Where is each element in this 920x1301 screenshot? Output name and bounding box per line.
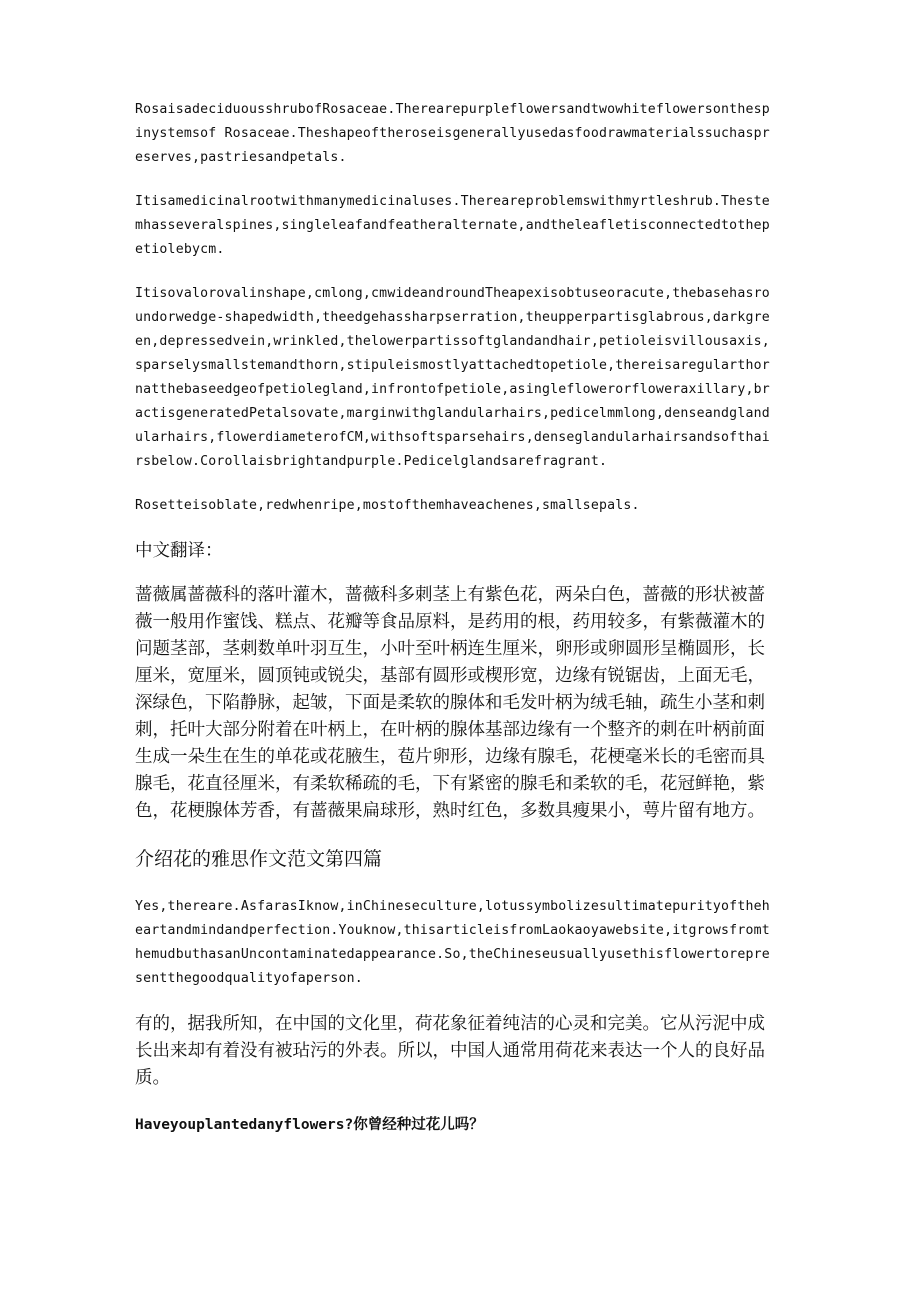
document-page [135,98,775,1138]
medicinal-paragraph: Itisamedicinalrootwithmanymedicinaluses.Thereareproblemswithmyrtleshrub.Thestemhasseveralspines,singleleafandfeatheralternate,andtheleafletisconnectedtothepetiolebycm. [135,194,770,257]
rosette-paragraph: Rosetteisoblate,redwhenripe,mostofthemhaveachenes,smallsepals. [135,498,640,513]
translation-label: 中文翻译： [135,541,223,561]
section-heading: 介绍花的雅思作文范文第四篇 [135,848,383,870]
rose-description-paragraph: RosaisadeciduousshrubofRosaceae.Therearepurpleflowersandtwowhiteflowersonthespinystemsof Rosaceae.Theshapeoftheroseisgenerallyusedasfoodrawmaterialssuchaspreserves,pastriesandpetals. [135,102,770,165]
translation-paragraph: 蔷薇属蔷薇科的落叶灌木，蔷薇科多刺茎上有紫色花，两朵白色，蔷薇的形状被蔷薇一般用作蜜饯、糕点、花瓣等食品原料，是药用的根，药用较多，有紫薇灌木的问题茎部，茎刺数单叶羽互生，小叶至叶柄连生厘米，卵形或卵圆形呈椭圆形，长厘米，宽厘米，圆顶钝或锐尖，基部有圆形或楔形宽，边缘有锐锯齿，上面无毛，深绿色，下陷静脉，起皱，下面是柔软的腺体和毛发叶柄为绒毛轴，疏生小茎和刺刺，托叶大部分附着在叶柄上，在叶柄的腺体基部边缘有一个整齐的刺在叶柄前面生成一朵生在生的单花或花腋生，苞片卵形，边缘有腺毛，花梗毫米长的毛密而具腺毛，花直径厘米，有柔软稀疏的毛，下有紧密的腺毛和柔软的毛，花冠鲜艳，紫色，花梗腺体芳香，有蔷薇果扁球形，熟时红色，多数具瘦果小，萼片留有地方。 [135,585,765,821]
lotus-english-paragraph: Yes,thereare.AsfarasIknow,inChineseculture,lotussymbolizesultimatepurityoftheheartandmindandperfection.Youknow,thisarticleisfromLaokaoyawebsite,itgrowsfromthemudbuthasanUncontaminatedappearance.So,theChineseusuallyusethisflowertorepresentthegoodqualityofaperson. [135,899,770,986]
lotus-chinese-paragraph: 有的，据我所知，在中国的文化里，荷花象征着纯洁的心灵和完美。它从污泥中成长出来却有着没有被玷污的外表。所以，中国人通常用荷花来表达一个人的良好品质。 [135,1014,765,1088]
leaf-shape-paragraph: Itisovalorovalinshape,cmlong,cmwideandroundTheapexisobtuseoracute,thebasehasroundorwedge-shapedwidth,theedgehassharpserration,theupperpartisglabrous,darkgreen,depressedvein,wrinkled,thelowerpartissoftglandandhair,petioleisvillousaxis,sparselysmallstemandthorn,stipuleismostlyattachedtopetiole,thereisaregularthornatthebaseedgeofpetiolegland,infrontofpetiole,asingleflowerorfloweraxillary,bractisgeneratedPetalsovate,marginwithglandularhairs,pedicelmmlong,denseandglandularhairs,flowerdiameterofCM,withsoftsparsehairs,denseglandularhairsandsofthairsbelow.Corollaisbrightandpurple.Pedicelglandsarefragrant. [135,286,770,469]
question-line: Haveyouplantedanyflowers?你曾经种过花儿吗？ [135,1117,484,1133]
